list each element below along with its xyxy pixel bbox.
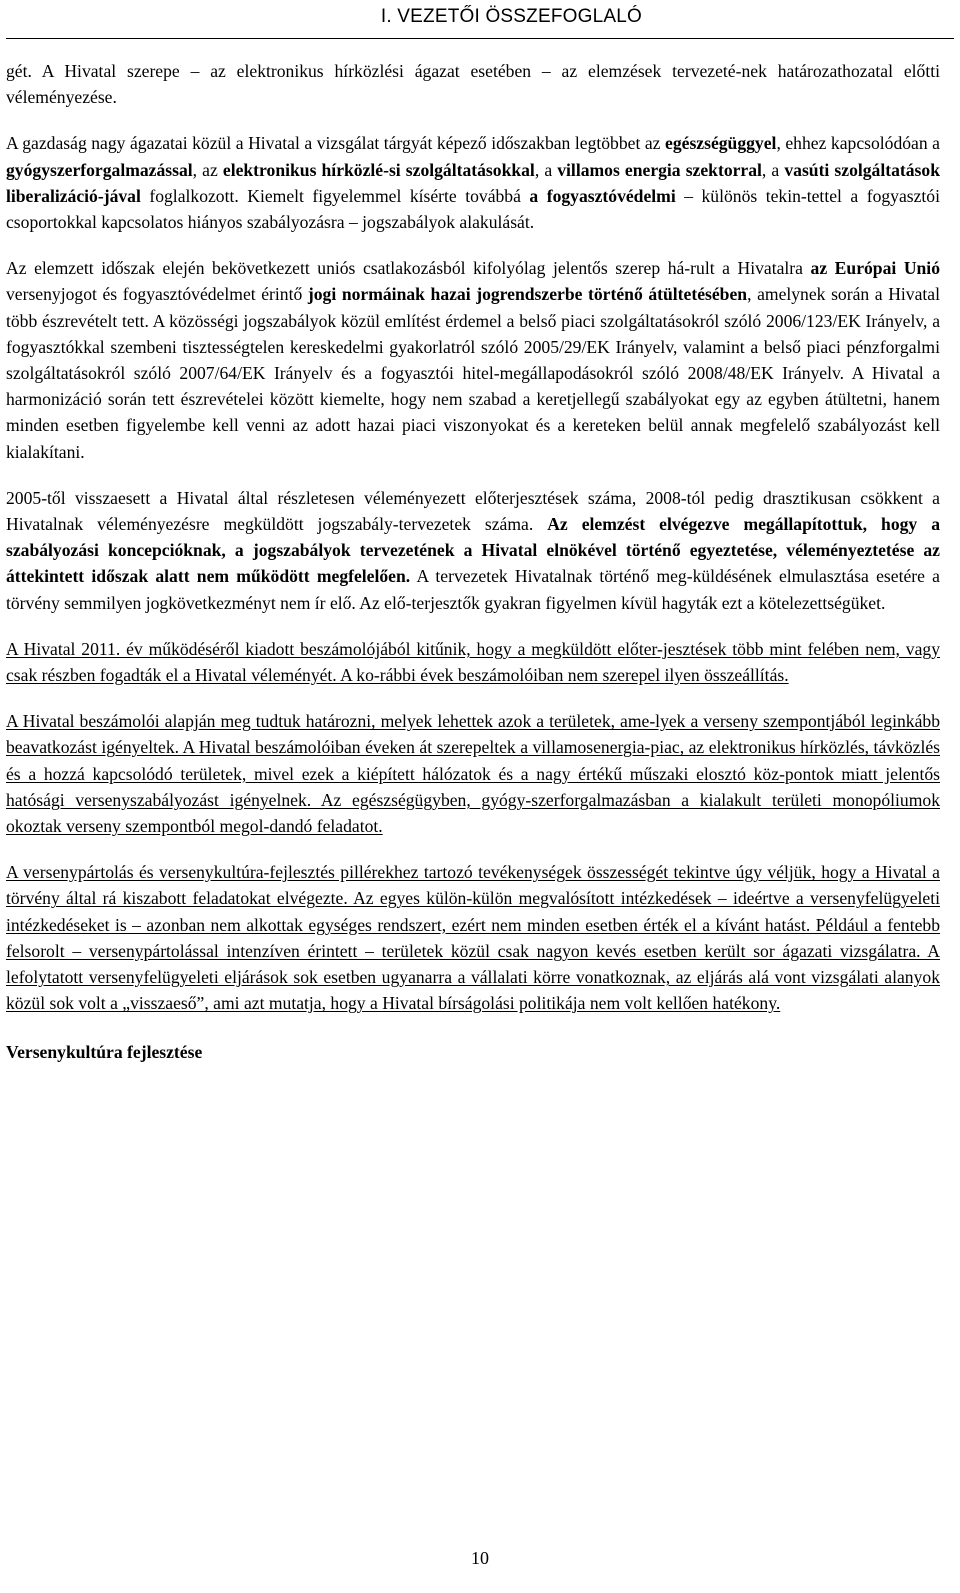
bold-term: vasúti szolgáltatások liberalizáció-jával bbox=[6, 159, 940, 206]
header-title: I. VEZETŐI ÖSSZEFOGLALÓ bbox=[380, 6, 642, 27]
text-run: 2005-től visszaesett a Hivatal által részletesen véleményezett előterjesztések száma, 2008-tól pedig drasztikusan csökkent a Hivatalnak véleményezésre megküldött jogszabály-tervezetek száma. bbox=[6, 487, 940, 535]
text-run: foglalkozott. Kiemelt figyelemmel kísérte továbbá bbox=[140, 185, 530, 206]
paragraph-1-text: gét. A Hivatal szerepe – az elektronikus hírközlési ágazat esetében – az elemzések tervezeté-nek határozathozatal előtti véleményezése. bbox=[6, 61, 940, 108]
paragraph-6 bbox=[6, 708, 940, 839]
text-run: – különös tekin-tettel a fogyasztói csoportokkal kapcsolatos hiányos szabályozásra – jogszabályok alakulását. bbox=[6, 185, 940, 233]
text-run: A gazdaság nagy ágazatai közül a Hivatal a vizsgálat tárgyát képező időszakban legtöbbet az bbox=[6, 133, 666, 154]
paragraph-7 bbox=[6, 859, 940, 1016]
underlined-text: A Hivatal beszámolói alapján meg tudtuk határozni, melyek lehettek azok a területek, ame-lyek a verseny szempontjából leginkább beavatkozást igényeltek. A Hivatal beszámolóiban éveken át szerepeltek a villamosenergia-piac, az elektronikus hírközlés, távközlés és a hozzá kapcsolódó területek, mivel ezek a kiépített hálózatok és a nagy értékű műszaki elosztó köz-pontok miatt jelentős hatósági versenyszabályozást igényelnek. Az egészségügyben, gyógy-szerforgalmazásban a kialakult területi monopóliumok okoztak verseny szempontból megol-dandó feladatot. bbox=[6, 711, 940, 837]
bold-term: az Európai Unió bbox=[810, 258, 940, 279]
text-run: , a bbox=[534, 159, 558, 180]
text-run: , az bbox=[192, 159, 223, 180]
bold-term: jogi normáinak hazai jogrendszerbe történő átültetésében bbox=[307, 284, 748, 305]
text-run: , amelynek során a Hivatal több észrevételt tett. A közösségi jogszabályok közül említést érdemel a belső piaci szolgáltatásokról szóló 2006/123/EK Irányelv, a fogyasztókkal szembeni tisztességtelen kereskedelmi gyakorlatról szóló 2005/29/EK Irányelv, valamint a belső piaci pénzforgalmi szolgáltatásokról szóló 2007/64/EK Irányelv és a fogyasztói hitel-megállapodásokról szóló 2008/48/EK Irányelv. A Hivatal a harmonizáció során tett észrevételei között kiemelte, hogy nem szabad a keretjellegű szabályokat egy az egyben átültetni, hanem minden esetben figyelembe kell venni az adott hazai piaci viszonyokat és a kereteken belül annak megfelelő szabályozást kell kialakítani. bbox=[6, 284, 940, 462]
page-number: 10 bbox=[471, 1548, 489, 1568]
underlined-text: A versenypártolás és versenykultúra-fejlesztés pillérekhez tartozó tevékenységek összességét tekintve úgy véljük, hogy a Hivatal a törvény által rá kiszabott feladatokat elvégezte. Az egyes külön-külön megvalósított intézkedések – ideértve a versenyfelügyeleti intézkedéseket is – azonban nem alkottak egységes rendszert, ezért nem minden esetben érték el a kívánt hatást. Például a fentebb felsorolt – versenypártolással intenzíven érintett – területek közül csak nagyon kevés esetben került sor ágazati vizsgálatra. A lefolytatott versenyfelügyeleti eljárások sok esetben ugyanarra a vállalati körre vonatkoznak, az eljárás alá vont vizsgálati alanyok közül sok volt a „visszaeső”, ami azt mutatja, hogy a Hivatal bírságolási politikája nem volt kellően hatékony. bbox=[6, 862, 940, 1014]
document-body bbox=[6, 58, 940, 1085]
bold-term: gyógyszerforgalmazással bbox=[6, 159, 193, 180]
bold-term: villamos energia szektorral bbox=[557, 159, 762, 180]
paragraph-3 bbox=[6, 255, 940, 465]
text-run: A tervezetek Hivatalnak történő meg-küldésének elmulasztása esetére a törvény semmilyen jogkövetkezményt nem ír elő. Az elő-terjesztők gyakran figyelmen kívül hagyták ezt a kötelezettségüket. bbox=[6, 566, 940, 613]
paragraph-5 bbox=[6, 636, 940, 688]
section-heading: Versenykultúra fejlesztése bbox=[6, 1041, 203, 1062]
bold-finding: Az elemzést elvégezve megállapítottuk, hogy a szabályozási koncepcióknak, a jogszabályok tervezetének a Hivatal elnökével történő egyeztetése, véleményeztetése az áttekintett időszak alatt nem működött megfelelően. bbox=[6, 514, 940, 587]
text-run: , a bbox=[761, 159, 785, 180]
bold-term: a fogyasztóvédelmi bbox=[529, 185, 676, 206]
page-header bbox=[0, 0, 960, 42]
text-run: versenyjogot és fogyasztóvédelmet érintő bbox=[6, 284, 308, 305]
text-run: , ehhez kapcsolódóan a bbox=[776, 133, 940, 154]
text-run: Az elemzett időszak elején bekövetkezett uniós csatlakozásból kifolyólag jelentős szerep há-rult a Hivatalra bbox=[6, 258, 811, 279]
bold-term: elektronikus hírközlé-si szolgáltatásokkal bbox=[222, 159, 535, 180]
bold-term: egészségüggyel bbox=[665, 133, 777, 154]
paragraph-4 bbox=[6, 485, 940, 616]
underlined-text: A Hivatal 2011. év működéséről kiadott beszámolójából kitűnik, hogy a megküldött előter-jesztések több mint felében nem, vagy csak részben fogadták el a Hivatal véleményét. A ko-rábbi évek beszámolóiban nem szerepel ilyen összeállítás. bbox=[6, 638, 940, 686]
header-rule bbox=[6, 38, 954, 39]
paragraph-1 bbox=[6, 58, 940, 110]
paragraph-2 bbox=[6, 130, 940, 235]
